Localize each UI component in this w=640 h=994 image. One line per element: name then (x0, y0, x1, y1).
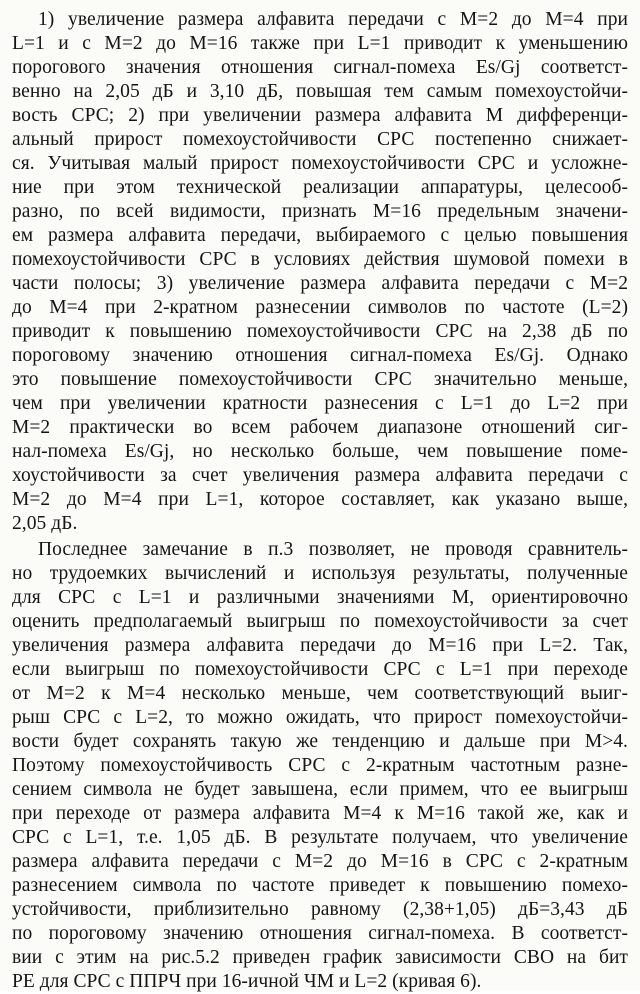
text-line: нал-помеха Es/Gj, но несколько больше, чем повышение поме- (12, 441, 628, 462)
text-line: альный прирост помехоустойчивости СРС постепенно снижает- (12, 129, 628, 150)
text-line: сением символа не будет завышена, если примем, что ее выигрыш (12, 779, 628, 800)
text-line: 2,05 дБ. (12, 513, 78, 534)
text-line: от M=2 к M=4 несколько меньше, чем соответствующий выиг- (12, 683, 628, 704)
text-line: при переходе от размера алфавита M=4 к M=16 такой же, как и (12, 803, 628, 824)
text-line: размера алфавита передачи с M=2 до M=16 в СРС с 2-кратным (12, 851, 628, 872)
text-line: увеличения размера алфавита передачи до M=16 при L=2. Так, (12, 635, 628, 656)
text-line: разнесением символа по частоте приведет к повышению помехо- (12, 875, 628, 896)
text-line: оценить предполагаемый выигрыш по помехоустойчивости за счет (12, 611, 628, 632)
text-line: 1) увеличение размера алфавита передачи с M=2 до M=4 при (38, 9, 628, 30)
text-line: пороговому значению отношения сигнал-помеха Es/Gj. Однако (12, 345, 628, 366)
text-line: разно, по всей видимости, признать M=16 предельным значени- (12, 201, 628, 222)
text-line: порогового значения отношения сигнал-помеха Es/Gj соответст- (12, 57, 628, 78)
text-line: Поэтому помехоустойчивость СРС с 2-кратным частотным разне- (12, 755, 628, 776)
text-line: вость СРС; 2) при увеличении размера алфавита M дифференци- (12, 105, 628, 126)
text-line: приводит к повышению помехоустойчивости СРС на 2,38 дБ по (12, 321, 628, 342)
text-line: Последнее замечание в п.3 позволяет, не проводя сравнитель- (38, 539, 628, 560)
text-line: для СРС с L=1 и различными значениями M, ориентировочно (12, 587, 628, 608)
text-line: венно на 2,05 дБ и 3,10 дБ, повышая тем самым помехоустойчи- (12, 81, 628, 102)
text-line: M=2 практически во всем рабочем диапазоне отношений сиг- (12, 417, 628, 438)
text-line: PE для СРС с ППРЧ при 16-ичной ЧМ и L=2 (кривая 6). (12, 971, 482, 992)
text-line: но трудоемких вычислений и используя результаты, полученные (12, 563, 628, 584)
text-line: это повышение помехоустойчивости СРС значительно меньше, (12, 369, 628, 390)
text-line: устойчивости, приблизительно равному (2,38+1,05) дБ=3,43 дБ (12, 899, 628, 920)
text-line: ем размера алфавита передачи, выбираемого с целью повышения (12, 225, 628, 246)
text-line: части полосы; 3) увеличение размера алфавита передачи с M=2 (12, 273, 628, 294)
text-line: ние при этом технической реализации аппаратуры, целесооб- (12, 177, 628, 198)
text-line: вости будет сохранять такую же тенденцию и дальше при M>4. (12, 731, 628, 752)
text-line: M=2 до M=4 при L=1, которое составляет, как указано выше, (12, 489, 628, 510)
text-line: СРС с L=1, т.е. 1,05 дБ. В результате получаем, что увеличение (12, 827, 628, 848)
text-line: если выигрыш по помехоустойчивости СРС с L=1 при переходе (12, 659, 628, 680)
text-line: ся. Учитывая малый прирост помехоустойчивости СРС и усложне- (12, 153, 628, 174)
text-line: рыш СРС с L=2, то можно ожидать, что прирост помехоустойчи- (12, 707, 628, 728)
text-line: чем при увеличении кратности разнесения с L=1 до L=2 при (12, 393, 628, 414)
text-line: вии с этим на рис.5.2 приведен график зависимости СВО на бит (12, 947, 628, 968)
text-line: L=1 и с M=2 до M=16 также при L=1 приводит к уменьшению (12, 33, 628, 54)
text-line: помехоустойчивости СРС в условиях действия шумовой помехи в (12, 249, 628, 270)
text-line: по пороговому значению отношения сигнал-помеха. В соответст- (12, 923, 628, 944)
text-line: до M=4 при 2-кратном разнесении символов по частоте (L=2) (12, 297, 628, 318)
text-line: хоустойчивости за счет увеличения размера алфавита передачи с (12, 465, 628, 486)
